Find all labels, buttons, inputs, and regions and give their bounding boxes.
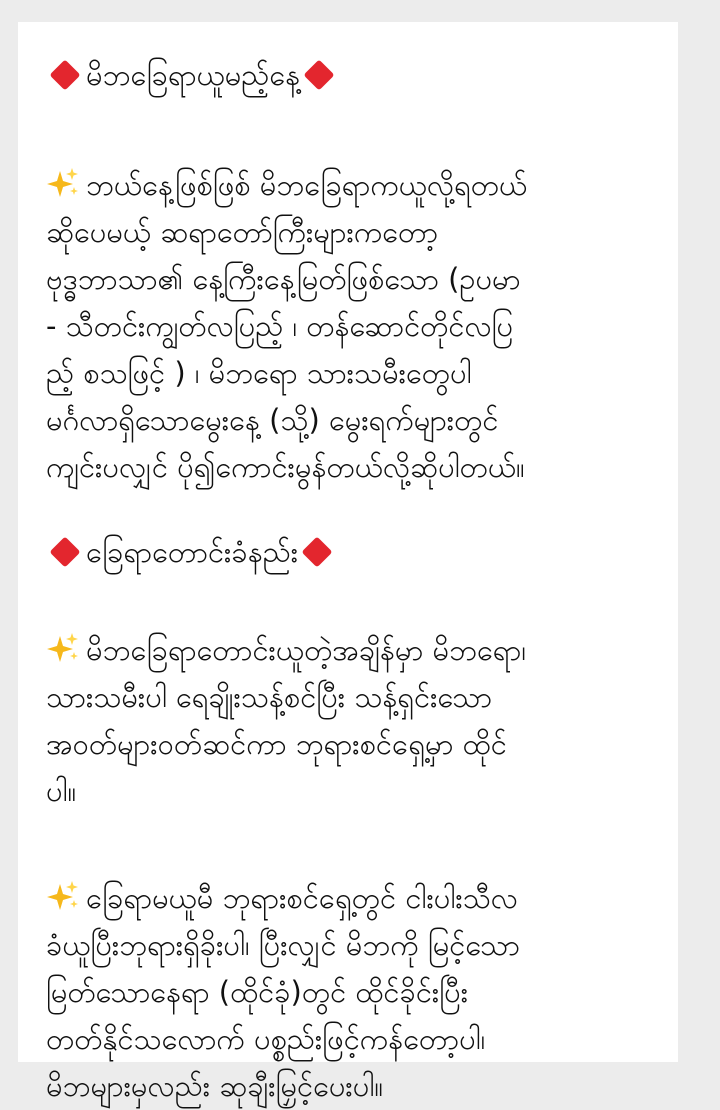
sparkles-icon [46,632,80,664]
paragraph-line: ဆိုပေမယ့် ဆရာတော်ကြီးများကတော့ [46,215,439,249]
paragraph-line: ခြေရာမယူမီ ဘုရားစင်ရှေ့တွင် ငါးပါးသီလ [46,875,654,922]
paragraph-line: ဗုဒ္ဓဘာသာ၏ နေ့ကြီးနေ့မြတ်ဖြစ်သော (ဥပမာ [46,262,521,296]
red-diamond-icon [49,536,80,567]
heading-text: ခြေရာတောင်းခံနည်း [86,535,299,569]
paragraph-line: ခံယူပြီးဘုရားရှိခိုးပါ၊ ပြီးလျှင် မိဘကို မြင့်သော [46,928,520,962]
paragraph-when-to-take-footprint [46,162,654,491]
paragraph-line: - သီတင်းကျွတ်လပြည့် ၊ တန်ဆောင်တိုင်လပြ [46,309,514,343]
paragraph-line: မြတ်သောနေရာ (ထိုင်ခုံ)တွင် ထိုင်ခိုင်းပြီး [46,975,469,1009]
paragraph-line: ဘယ်နေ့ဖြစ်ဖြစ် မိဘခြေရာကယူလို့ရတယ် [46,162,654,209]
paragraph-line: တတ်နိုင်သလောက် ပစ္စည်းဖြင့်ကန်တော့ပါ၊ [46,1022,486,1056]
paragraph-line: မိဘများမှလည်း ဆုချီးမြှင့်ပေးပါ။ [46,1069,384,1103]
heading-text: မိဘခြေရာယူမည့်နေ့ [86,58,301,92]
paragraph-ceremony-steps [46,875,654,1110]
section-heading-mother-father-footprint-day [46,48,654,102]
paragraph-preparation [46,627,654,815]
paragraph-line: ပါ။ [46,774,77,808]
paragraph-line: ည့် စသဖြင့် ) ၊ မိဘရော သားသမီးတွေပါ [46,356,472,390]
red-diamond-icon [49,59,80,90]
sparkles-icon [46,880,80,912]
paragraph-line: မင်္ဂလာရှိသောမွေးနေ့ (သို့) မွေးရက်များတွင် [46,403,499,437]
red-diamond-icon [302,536,333,567]
paragraph-line: မိဘခြေရာတောင်းယူတဲ့အချိန်မှာ မိဘရော၊ [46,627,654,674]
section-heading-how-to-request-footprint [46,525,654,579]
red-diamond-icon [304,59,335,90]
sparkles-icon [46,167,80,199]
document-page [18,22,678,1103]
paragraph-line: သားသမီးပါ ရေချိုးသန့်စင်ပြီး သန့်ရှင်းသော [46,680,493,714]
paragraph-line: အဝတ်များဝတ်ဆင်ကာ ဘုရားစင်ရှေ့မှာ ထိုင် [46,727,507,761]
paragraph-line: ကျင်းပလျှင် ပို၍ကောင်းမွန်တယ်လို့ဆိုပါတယ်။ [46,450,525,484]
